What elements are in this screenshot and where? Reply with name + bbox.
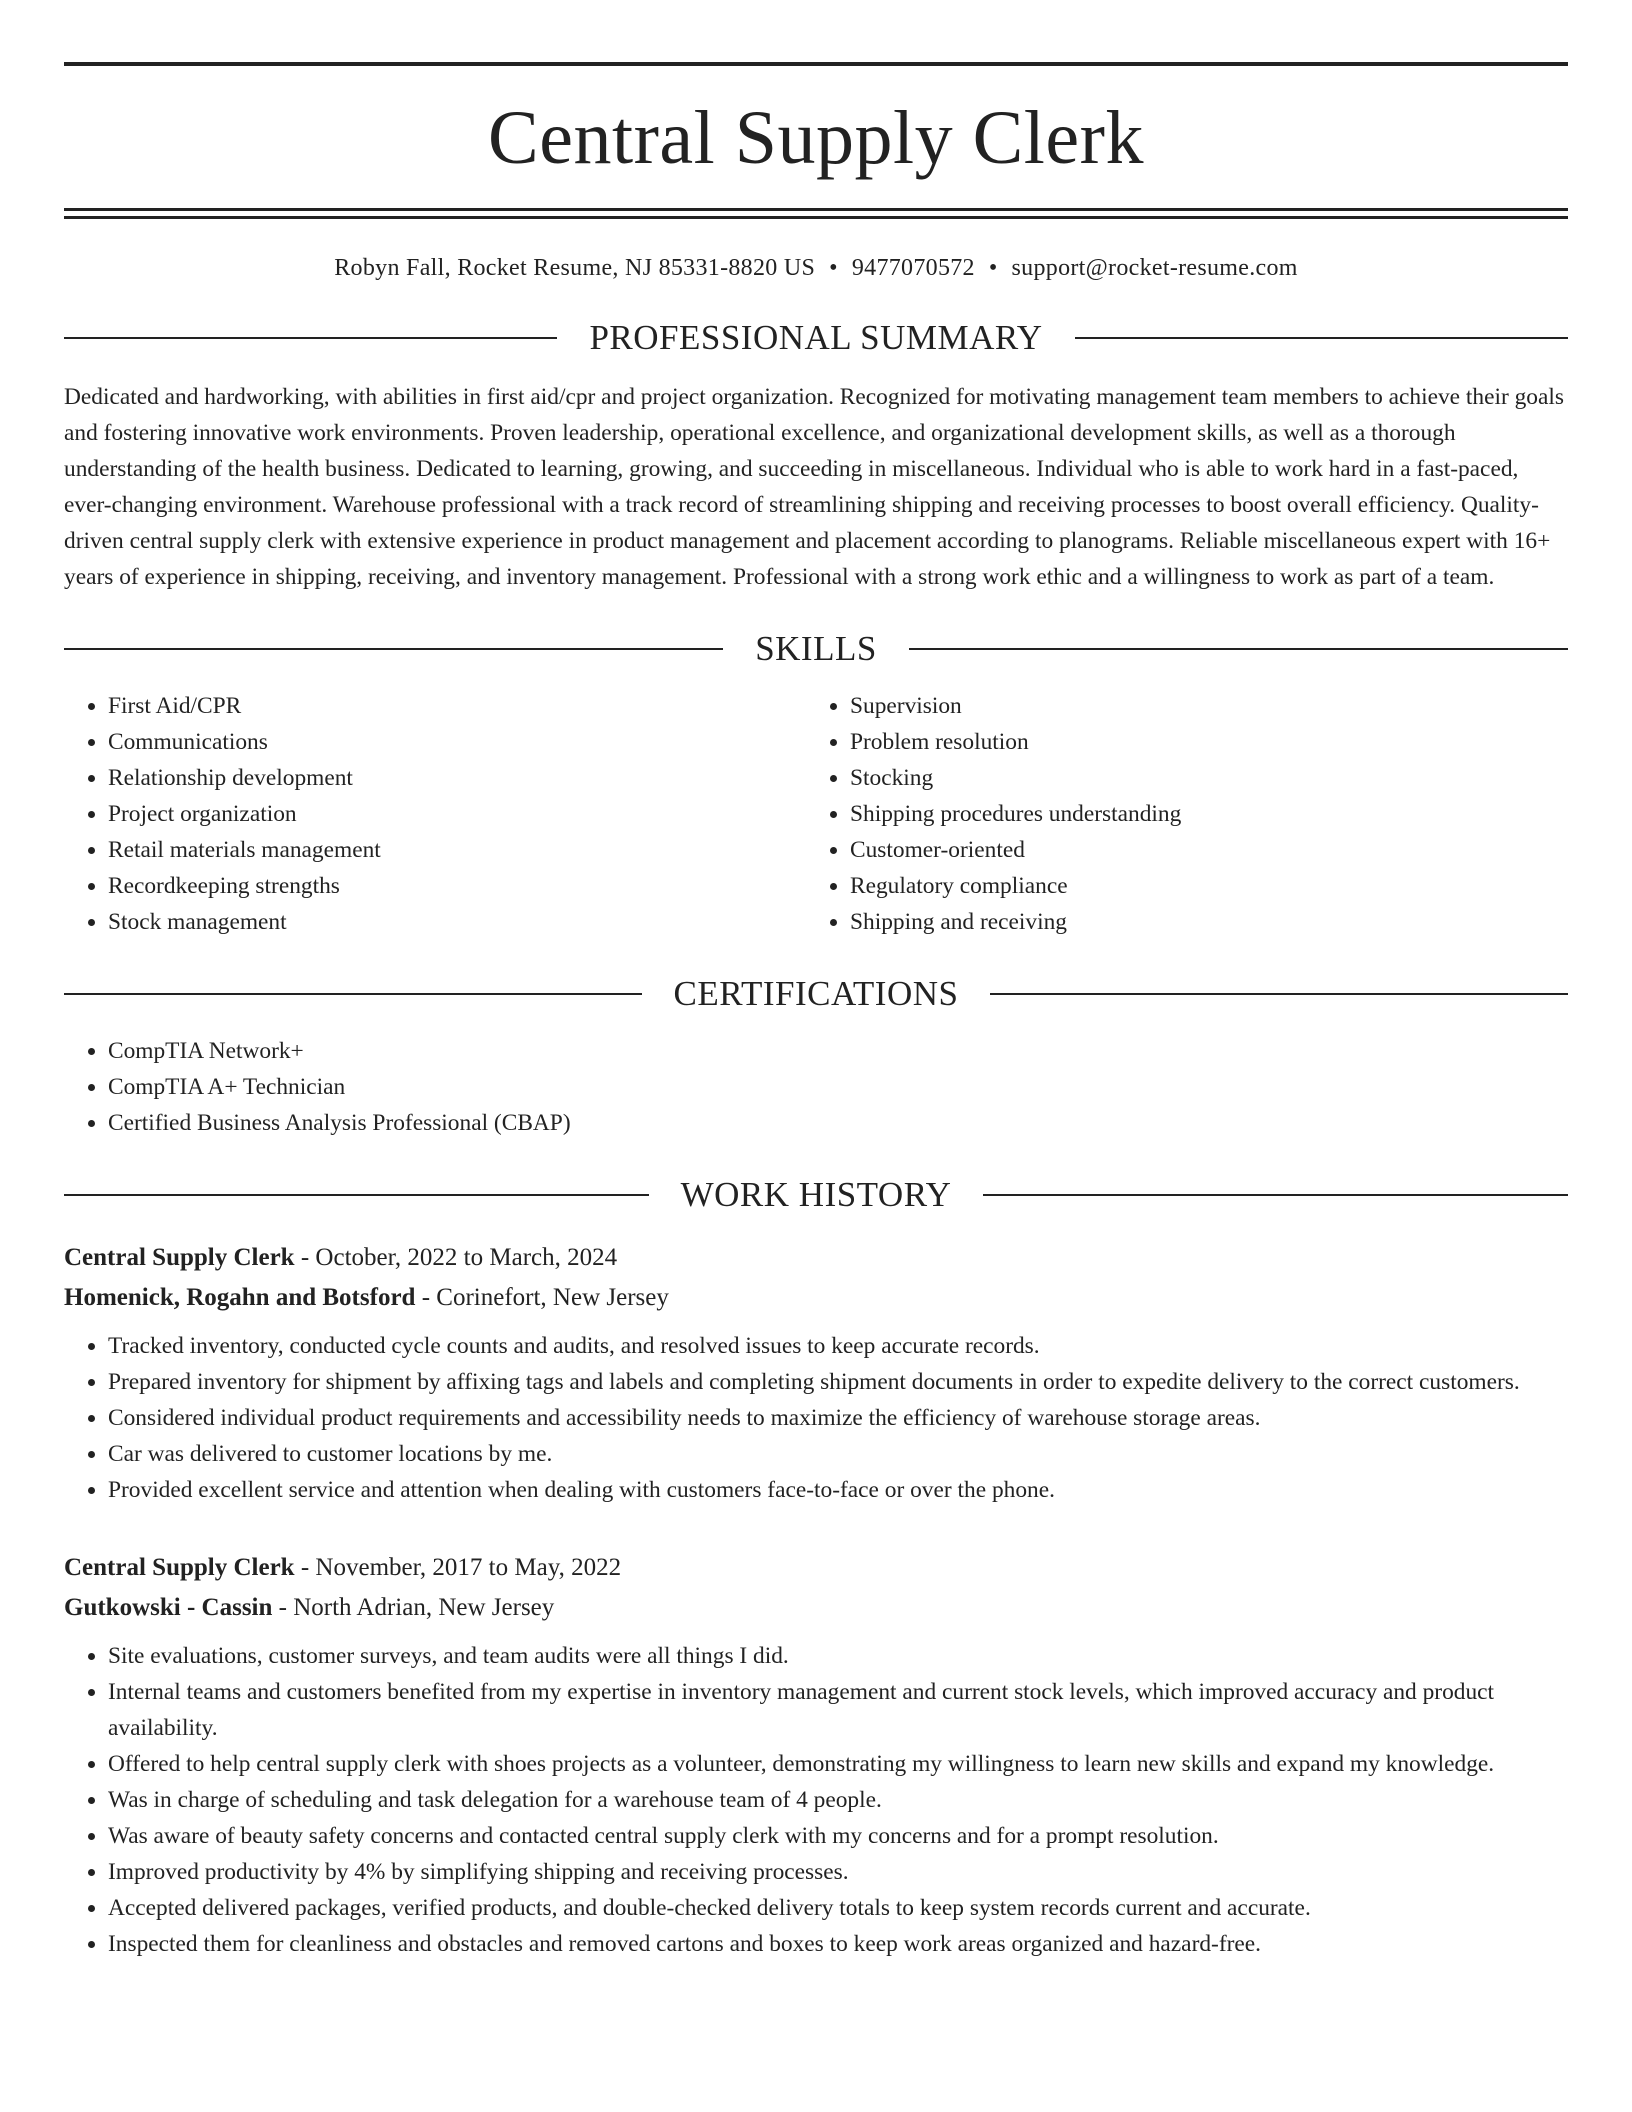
contact-separator: • xyxy=(829,255,838,281)
skill-item: • Stocking xyxy=(850,760,1548,796)
certifications-list xyxy=(64,1033,1568,1141)
skill-item: • Retail materials management xyxy=(108,832,806,868)
job-duty-item: • Provided excellent service and attention when dealing with customers face-to-face or over the phone. xyxy=(108,1472,1568,1508)
contact-separator: • xyxy=(988,255,998,281)
certifications-section-header xyxy=(64,974,1568,1014)
job-company-line xyxy=(64,1278,1568,1318)
skill-item: • Communications xyxy=(108,724,806,760)
job-location: - Corinefort, New Jersey xyxy=(415,1284,669,1312)
job-company-line xyxy=(64,1588,1568,1628)
job-title: Central Supply Clerk xyxy=(64,1554,295,1582)
job-duty-item: • Prepared inventory for shipment by affixing tags and labels and completing shipment documents in order to expedite delivery to the correct customers. xyxy=(108,1364,1568,1400)
top-rule xyxy=(64,62,1568,66)
contact-address: Robyn Fall, Rocket Resume, NJ 85331-8820 US xyxy=(334,255,816,281)
job-title-line xyxy=(64,1548,1568,1588)
job-duty-item: • Car was delivered to customer locations by me. xyxy=(108,1436,1568,1472)
certification-item: • CompTIA Network+ xyxy=(108,1033,1568,1069)
job-title: Central Supply Clerk xyxy=(64,1244,295,1272)
job-duty-item: • Tracked inventory, conducted cycle counts and audits, and resolved issues to keep accurate records. xyxy=(108,1328,1568,1364)
job-dates: - November, 2017 to May, 2022 xyxy=(294,1554,622,1582)
divider-line xyxy=(64,1194,649,1196)
skill-item: • Supervision xyxy=(850,688,1548,724)
skills-column-left xyxy=(64,688,806,940)
certification-item: • CompTIA A+ Technician xyxy=(108,1069,1568,1105)
job-title-line xyxy=(64,1238,1568,1278)
title-double-rule xyxy=(64,208,1568,219)
skill-item: • Stock management xyxy=(108,904,806,940)
skills-heading: SKILLS xyxy=(755,629,877,669)
divider-line xyxy=(64,993,642,995)
resume-title: Central Supply Clerk xyxy=(488,96,1144,180)
divider-line xyxy=(909,648,1568,650)
skills-column-right xyxy=(806,688,1548,940)
job-duties xyxy=(64,1638,1568,1962)
skill-item: • Regulatory compliance xyxy=(850,868,1548,904)
job-duty-item: • Improved productivity by 4% by simplifying shipping and receiving processes. xyxy=(108,1854,1568,1890)
job-duty-item: • Accepted delivered packages, verified products, and double-checked delivery totals to keep system records current and accurate. xyxy=(108,1890,1568,1926)
skill-item: • Shipping procedures understanding xyxy=(850,796,1548,832)
job-duty-item: • Offered to help central supply clerk with shoes projects as a volunteer, demonstrating my willingness to learn new skills and expand my knowledge. xyxy=(108,1746,1568,1782)
summary-heading: PROFESSIONAL SUMMARY xyxy=(589,318,1043,358)
job-company: Homenick, Rogahn and Botsford xyxy=(64,1284,416,1312)
skill-item: • Recordkeeping strengths xyxy=(108,868,806,904)
job-duty-item: • Site evaluations, customer surveys, and team audits were all things I did. xyxy=(108,1638,1568,1674)
skill-item: • Customer-oriented xyxy=(850,832,1548,868)
divider-line xyxy=(64,337,557,339)
divider-line xyxy=(983,1194,1568,1196)
job-duty-item: • Was in charge of scheduling and task delegation for a warehouse team of 4 people. xyxy=(108,1782,1568,1818)
summary-section-header xyxy=(64,318,1568,358)
skill-item: • Project organization xyxy=(108,796,806,832)
job-duty-item: • Internal teams and customers benefited from my expertise in inventory management and current stock levels, which improved accuracy and product availability. xyxy=(108,1674,1568,1746)
certification-item: • Certified Business Analysis Professional (CBAP) xyxy=(108,1105,1568,1141)
certifications-heading: CERTIFICATIONS xyxy=(673,974,959,1014)
contact-email: support@rocket-resume.com xyxy=(1011,255,1298,281)
divider-line xyxy=(990,993,1568,995)
contact-line xyxy=(64,253,1568,284)
work-history-section-header xyxy=(64,1175,1568,1215)
job-duty-item: • Considered individual product requirements and accessibility needs to maximize the efficiency of warehouse storage areas. xyxy=(108,1400,1568,1436)
job-location: - North Adrian, New Jersey xyxy=(272,1594,555,1622)
skill-item: • Shipping and receiving xyxy=(850,904,1548,940)
skill-item: • Relationship development xyxy=(108,760,806,796)
job-entry xyxy=(64,1238,1568,1508)
job-duty-item: • Was aware of beauty safety concerns and contacted central supply clerk with my concerns and for a prompt resolution. xyxy=(108,1818,1568,1854)
job-duties xyxy=(64,1328,1568,1508)
skill-item: • Problem resolution xyxy=(850,724,1548,760)
skills-list xyxy=(64,688,1568,940)
job-dates: - October, 2022 to March, 2024 xyxy=(294,1244,618,1272)
divider-line xyxy=(1075,337,1568,339)
skill-item: • First Aid/CPR xyxy=(108,688,806,724)
skills-section-header xyxy=(64,629,1568,669)
job-entry xyxy=(64,1548,1568,1962)
job-duty-item: • Inspected them for cleanliness and obstacles and removed cartons and boxes to keep work areas organized and hazard-free. xyxy=(108,1926,1568,1962)
job-company: Gutkowski - Cassin xyxy=(64,1594,273,1622)
summary-text: Dedicated and hardworking, with abilities in first aid/cpr and project organization. Recognized for motivating management team members to achieve their goals and fostering innovative work environments. Proven leadership, operational excellence, and organizational development skills, as well as a thorough understanding of the health business. Dedicated to learning, growing, and succeeding in miscellaneous. Individual who is able to work hard in a fast-paced, ever-changing environment. Warehouse professional with a track record of streamlining shipping and receiving processes to boost overall efficiency. Quality-driven central supply clerk with extensive experience in product management and placement according to planograms. Reliable miscellaneous expert with 16+ years of experience in shipping, receiving, and inventory management. Professional with a strong work ethic and a willingness to work as part of a team. xyxy=(64,384,1564,591)
divider-line xyxy=(64,648,723,650)
work-history-heading: WORK HISTORY xyxy=(680,1175,952,1215)
contact-phone: 9477070572 xyxy=(851,255,975,281)
